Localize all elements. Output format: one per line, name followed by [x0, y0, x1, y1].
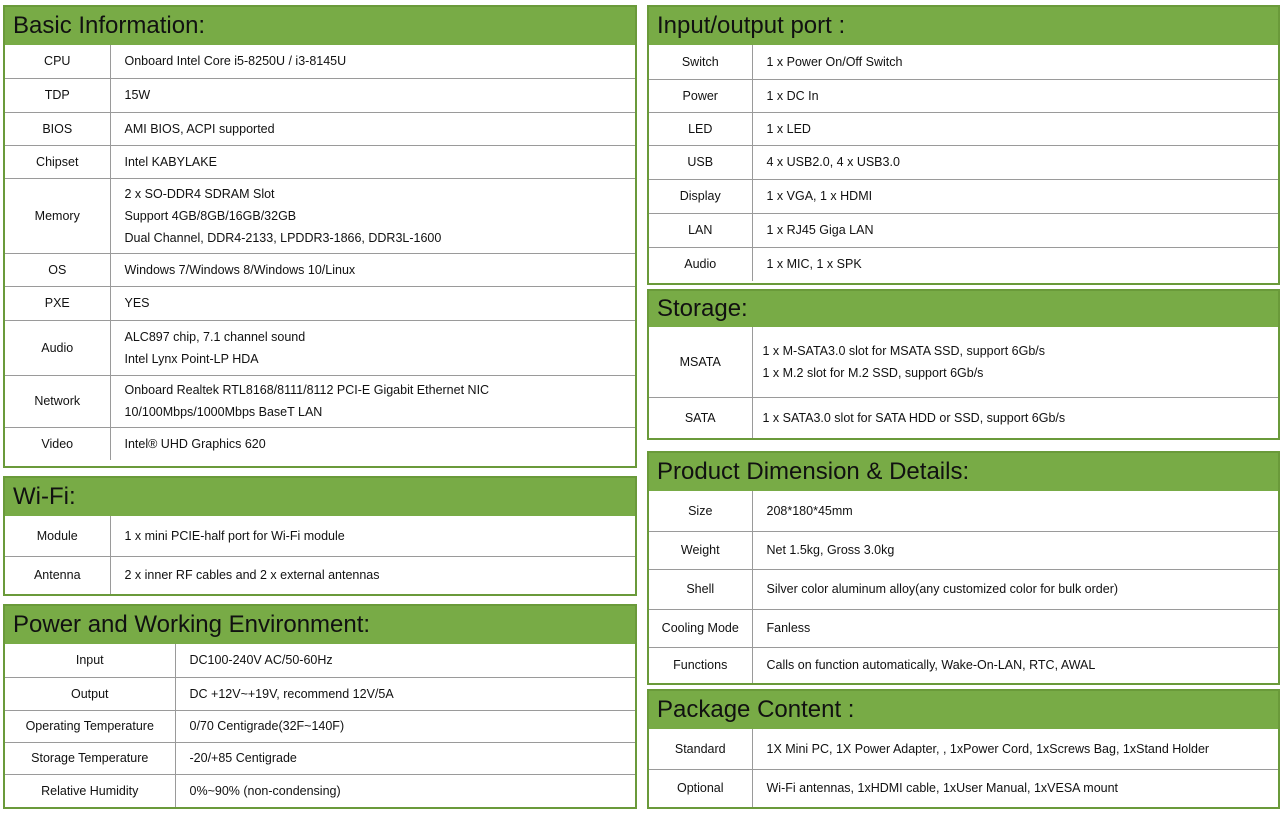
- table-row: [5, 145, 635, 178]
- value-line: 1 x M.2 slot for M.2 SSD, support 6Gb/s: [762, 365, 984, 380]
- row-label: LED: [649, 112, 752, 145]
- row-value: [752, 327, 1278, 397]
- row-label: Audio: [649, 247, 752, 281]
- row-value: [752, 647, 1278, 683]
- table-row: [5, 320, 635, 375]
- row-value: [110, 112, 635, 145]
- row-value: [752, 145, 1278, 179]
- product-dimension-panel: [647, 451, 1280, 685]
- table-row: [649, 179, 1278, 213]
- table-row: [649, 769, 1278, 807]
- row-value: [752, 112, 1278, 145]
- table-row: [649, 145, 1278, 179]
- value-line: YES: [124, 296, 150, 310]
- row-value: [110, 253, 635, 286]
- row-value: [175, 742, 635, 774]
- value-line: 0/70 Centigrade(32F~140F): [189, 719, 345, 733]
- table-row: [649, 397, 1278, 438]
- value-line: 1 x mini PCIE-half port for Wi-Fi module: [124, 528, 345, 543]
- table-row: [5, 710, 635, 742]
- storage-title: Storage:: [649, 291, 1278, 327]
- package-content-table: [649, 729, 1278, 807]
- value-line: -20/+85 Centigrade: [189, 751, 297, 765]
- row-value: [752, 397, 1278, 438]
- row-value: [110, 427, 635, 460]
- table-row: [5, 375, 635, 427]
- table-row: [649, 609, 1278, 647]
- value-line: 1X Mini PC, 1X Power Adapter, , 1xPower Cord, 1xScrews Bag, 1xStand Holder: [766, 741, 1210, 756]
- storage-table: [649, 327, 1278, 438]
- value-line: Support 4GB/8GB/16GB/32GB: [124, 208, 297, 223]
- table-row: [5, 78, 635, 112]
- row-label: Operating Temperature: [5, 710, 175, 742]
- wifi-panel: [3, 476, 637, 596]
- basic-information-title: Basic Information:: [5, 7, 635, 45]
- value-line: 2 x inner RF cables and 2 x external antennas: [124, 568, 380, 583]
- row-label: Storage Temperature: [5, 742, 175, 774]
- value-line: Onboard Realtek RTL8168/8111/8112 PCI-E Gigabit Ethernet NIC: [124, 383, 490, 397]
- row-value: [752, 179, 1278, 213]
- value-line: 208*180*45mm: [766, 503, 853, 518]
- row-value: [110, 375, 635, 427]
- row-label: Shell: [649, 569, 752, 609]
- row-value: [752, 213, 1278, 247]
- row-label: Relative Humidity: [5, 774, 175, 807]
- basic-information-table: [5, 45, 635, 460]
- table-row: [5, 253, 635, 286]
- row-value: [752, 769, 1278, 807]
- row-value: [752, 569, 1278, 609]
- value-line: 1 x SATA3.0 slot for SATA HDD or SSD, support 6Gb/s: [762, 410, 1066, 425]
- table-row: [5, 45, 635, 78]
- value-line: 1 x MIC, 1 x SPK: [766, 257, 862, 272]
- value-line: 1 x Power On/Off Switch: [766, 54, 903, 69]
- row-label: Video: [5, 427, 110, 460]
- value-line: 1 x VGA, 1 x HDMI: [766, 189, 873, 203]
- row-value: [110, 516, 635, 556]
- value-line: Intel KABYLAKE: [124, 154, 217, 169]
- row-value: [110, 45, 635, 78]
- row-value: [752, 729, 1278, 769]
- row-label: Cooling Mode: [649, 609, 752, 647]
- row-label: BIOS: [5, 112, 110, 145]
- table-row: [649, 531, 1278, 569]
- wifi-table: [5, 516, 635, 594]
- row-label: Functions: [649, 647, 752, 683]
- row-value: [175, 710, 635, 742]
- row-label: TDP: [5, 78, 110, 112]
- table-row: [649, 491, 1278, 531]
- table-row: [649, 112, 1278, 145]
- table-row: [649, 569, 1278, 609]
- table-row: [649, 79, 1278, 112]
- row-label: USB: [649, 145, 752, 179]
- value-line: Wi-Fi antennas, 1xHDMI cable, 1xUser Manual, 1xVESA mount: [766, 781, 1119, 796]
- value-line: DC100-240V AC/50-60Hz: [189, 653, 333, 668]
- table-row: [5, 178, 635, 253]
- row-value: [752, 45, 1278, 79]
- row-value: [175, 644, 635, 677]
- value-line: 4 x USB2.0, 4 x USB3.0: [766, 155, 900, 169]
- row-label: Chipset: [5, 145, 110, 178]
- value-line: Intel Lynx Point-LP HDA: [124, 351, 259, 366]
- row-value: [752, 79, 1278, 112]
- row-value: [110, 178, 635, 253]
- table-row: [5, 516, 635, 556]
- row-label: Power: [649, 79, 752, 112]
- wifi-title: Wi-Fi:: [5, 478, 635, 516]
- table-row: [5, 774, 635, 807]
- row-label: OS: [5, 253, 110, 286]
- value-line: 1 x M-SATA3.0 slot for MSATA SSD, support 6Gb/s: [762, 343, 1046, 358]
- package-content-panel: [647, 689, 1280, 809]
- io-port-table: [649, 45, 1278, 281]
- value-line: Intel® UHD Graphics 620: [124, 436, 266, 451]
- basic-information-panel: [3, 5, 637, 468]
- row-value: [110, 556, 635, 594]
- value-line: Net 1.5kg, Gross 3.0kg: [766, 543, 895, 557]
- value-line: Onboard Intel Core i5-8250U / i3-8145U: [124, 54, 347, 69]
- row-label: PXE: [5, 286, 110, 320]
- table-row: [5, 677, 635, 710]
- table-row: [649, 45, 1278, 79]
- row-label: Switch: [649, 45, 752, 79]
- row-label: Input: [5, 644, 175, 677]
- row-label: Size: [649, 491, 752, 531]
- product-dimension-title: Product Dimension & Details:: [649, 453, 1278, 491]
- row-value: [752, 247, 1278, 281]
- power-environment-panel: [3, 604, 637, 809]
- row-label: Audio: [5, 320, 110, 375]
- row-label: Antenna: [5, 556, 110, 594]
- value-line: Calls on function automatically, Wake-On-LAN, RTC, AWAL: [766, 658, 1096, 673]
- table-row: [5, 286, 635, 320]
- row-label: Standard: [649, 729, 752, 769]
- value-line: Dual Channel, DDR4-2133, LPDDR3-1866, DDR3L-1600: [124, 230, 442, 245]
- io-port-title: Input/output port :: [649, 7, 1278, 45]
- value-line: ALC897 chip, 7.1 channel sound: [124, 329, 306, 344]
- table-row: [649, 647, 1278, 683]
- row-label: Memory: [5, 178, 110, 253]
- row-label: Optional: [649, 769, 752, 807]
- table-row: [5, 556, 635, 594]
- row-label: MSATA: [649, 327, 752, 397]
- row-value: [752, 609, 1278, 647]
- row-value: [110, 145, 635, 178]
- row-value: [110, 320, 635, 375]
- row-label: CPU: [5, 45, 110, 78]
- row-label: Network: [5, 375, 110, 427]
- row-label: Weight: [649, 531, 752, 569]
- row-value: [110, 286, 635, 320]
- value-line: 1 x DC In: [766, 88, 819, 103]
- power-environment-title: Power and Working Environment:: [5, 606, 635, 644]
- table-row: [649, 213, 1278, 247]
- row-value: [752, 491, 1278, 531]
- row-value: [752, 531, 1278, 569]
- row-label: Module: [5, 516, 110, 556]
- table-row: [5, 742, 635, 774]
- table-row: [649, 729, 1278, 769]
- row-value: [110, 78, 635, 112]
- table-row: [649, 247, 1278, 281]
- value-line: DC +12V~+19V, recommend 12V/5A: [189, 686, 394, 701]
- table-row: [5, 112, 635, 145]
- value-line: 15W: [124, 88, 151, 102]
- row-value: [175, 774, 635, 807]
- value-line: 2 x SO-DDR4 SDRAM Slot: [124, 186, 275, 201]
- value-line: 0%~90% (non-condensing): [189, 783, 341, 798]
- value-line: AMI BIOS, ACPI supported: [124, 121, 275, 136]
- package-content-title: Package Content :: [649, 691, 1278, 729]
- value-line: 10/100Mbps/1000Mbps BaseT LAN: [124, 405, 323, 419]
- value-line: Fanless: [766, 621, 811, 635]
- row-label: LAN: [649, 213, 752, 247]
- table-row: [649, 327, 1278, 397]
- row-label: SATA: [649, 397, 752, 438]
- value-line: Windows 7/Windows 8/Windows 10/Linux: [124, 262, 356, 277]
- product-dimension-table: [649, 491, 1278, 683]
- io-port-panel: [647, 5, 1280, 285]
- row-label: Output: [5, 677, 175, 710]
- value-line: Silver color aluminum alloy(any customized color for bulk order): [766, 582, 1119, 596]
- row-label: Display: [649, 179, 752, 213]
- storage-panel: [647, 289, 1280, 440]
- table-row: [5, 644, 635, 677]
- value-line: 1 x RJ45 Giga LAN: [766, 223, 874, 237]
- row-value: [175, 677, 635, 710]
- power-environment-table: [5, 644, 635, 807]
- value-line: 1 x LED: [766, 121, 811, 136]
- table-row: [5, 427, 635, 460]
